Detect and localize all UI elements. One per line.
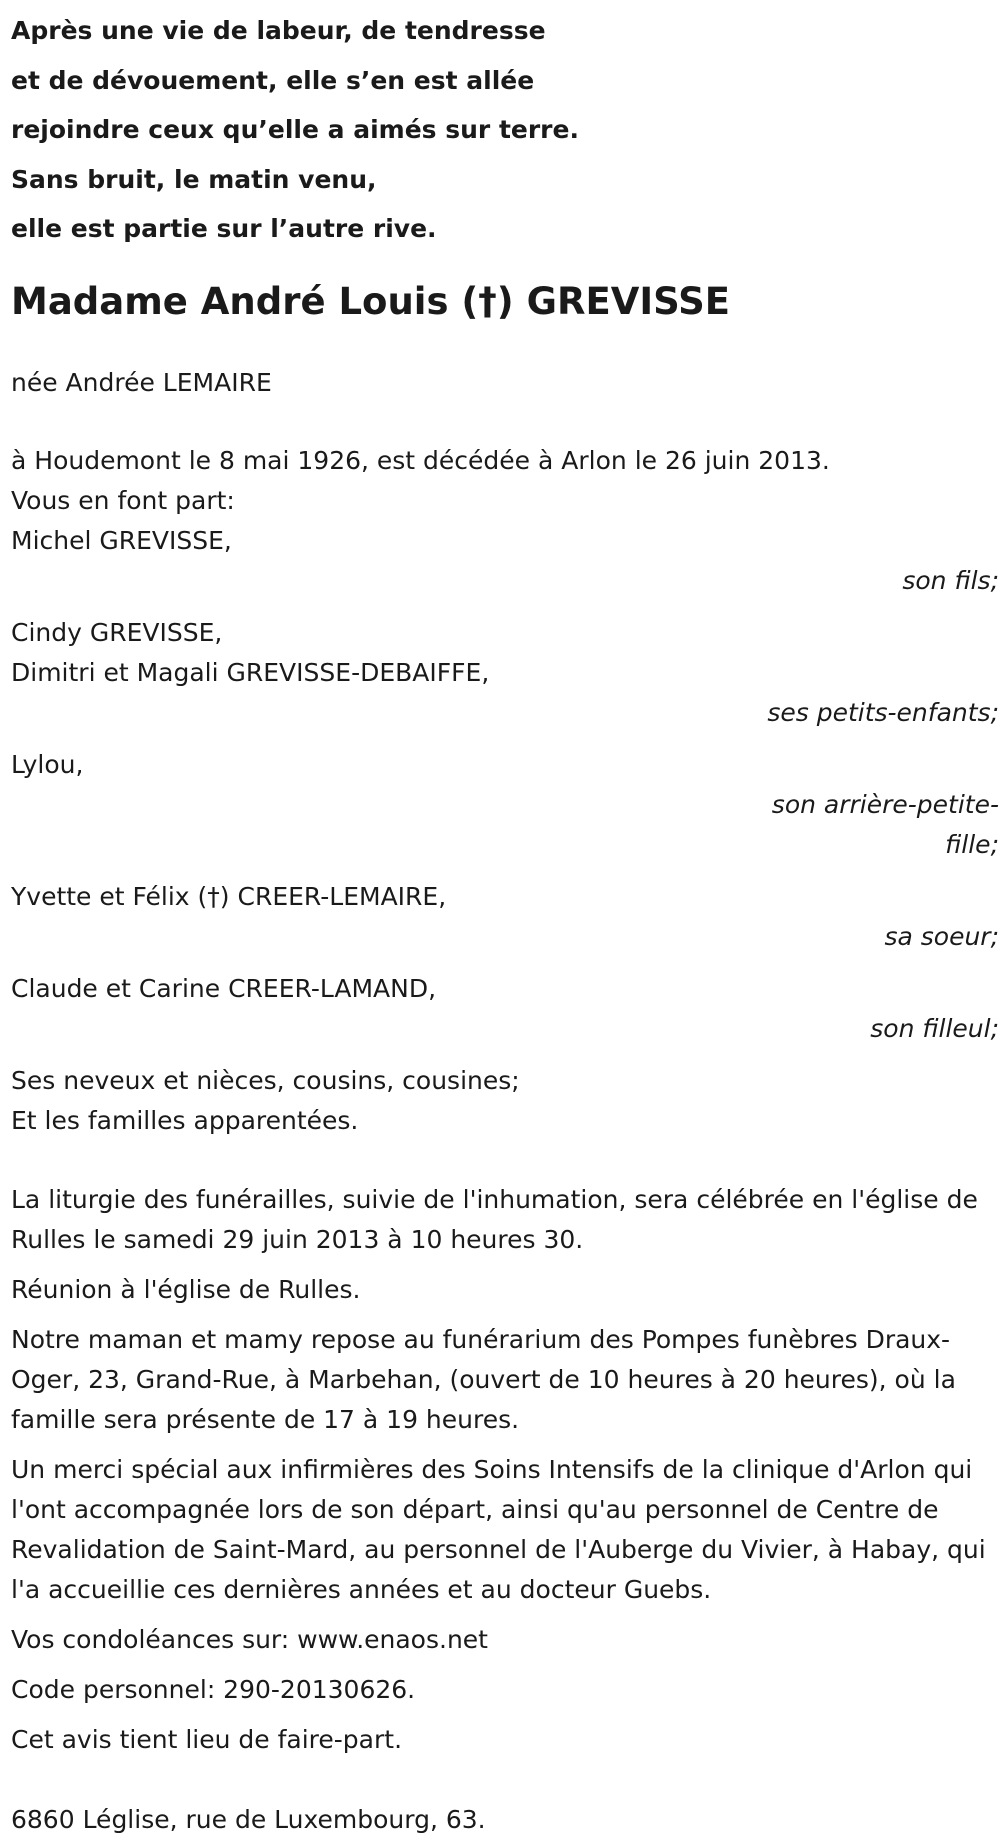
relation-label: son fils; — [902, 565, 999, 595]
liturgy-text: La liturgie des funérailles, suivie de l'inhumation, sera célébrée en l'église de Rulles le samedi 29 juin 2013 à 10 heures 30. — [11, 1184, 978, 1254]
poem-line: rejoindre ceux qu’elle a aimés sur terre. — [11, 115, 579, 144]
other-relatives — [11, 1061, 999, 1141]
family-address: 6860 Léglise, rue de Luxembourg, 63. — [11, 1804, 486, 1834]
opening-poem — [11, 0, 999, 254]
relation-label: son filleul; — [870, 1013, 999, 1043]
notice-text: Cet avis tient lieu de faire-part. — [11, 1724, 403, 1754]
announcer-name: Dimitri et Magali GREVISSE-DEBAIFFE, — [11, 657, 490, 687]
other-relatives-line: Ses neveux et nièces, cousins, cousines; — [11, 1065, 520, 1095]
birth-death-line: à Houdemont le 8 mai 1926, est décédée à Arlon le 26 juin 2013. — [11, 445, 830, 475]
announcer-group — [11, 877, 999, 957]
announcer-group — [11, 613, 999, 733]
announcers-intro: Vous en font part: — [11, 485, 235, 515]
other-relatives-line: Et les familles apparentées. — [11, 1105, 359, 1135]
poem-line: et de dévouement, elle s’en est allée — [11, 65, 535, 95]
announcer-group — [11, 521, 999, 601]
poem-line: Sans bruit, le matin venu, — [11, 164, 377, 194]
funerarium-text: Notre maman et mamy repose au funérarium des Pompes funèbres Draux-Oger, 23, Grand-Rue, à Marbehan, (ouvert de 10 heures à 20 heures), où la famille sera présente de 17 à 19 heures. — [11, 1324, 956, 1434]
deceased-name: Madame André Louis (†) GREVISSE — [11, 279, 731, 323]
relation-label: ses petits-enfants; — [767, 697, 999, 727]
relation-label: son arrière-petite-fille; — [771, 789, 999, 859]
poem-line: Après une vie de labeur, de tendresse — [11, 16, 546, 45]
thanks-text: Un merci spécial aux infirmières des Soins Intensifs de la clinique d'Arlon qui l'ont accompagnée lors de son départ, ainsi qu'au personnel de Centre de Revalidation de Saint-Mard, au personnel de l'Auberge du Vivier, à Habay, qui l'a accueillie ces dernières années et au docteur Guebs. — [11, 1454, 986, 1604]
condolences-text: Vos condoléances sur: www.enaos.net — [11, 1624, 488, 1654]
announcer-group — [11, 745, 999, 865]
announcer-name: Cindy GREVISSE, — [11, 617, 223, 647]
announcer-name: Michel GREVISSE, — [11, 525, 232, 555]
announcer-name: Lylou, — [11, 749, 84, 779]
obituary-content — [11, 0, 999, 1840]
relation-label: sa soeur; — [884, 921, 999, 951]
announcers-list — [11, 521, 999, 1141]
meeting-text: Réunion à l'église de Rulles. — [11, 1274, 361, 1304]
announcer-group — [11, 969, 999, 1049]
maiden-name: née Andrée LEMAIRE — [11, 367, 272, 397]
personal-code: Code personnel: 290-20130626. — [11, 1674, 416, 1704]
poem-line: elle est partie sur l’autre rive. — [11, 214, 437, 243]
announcer-name: Claude et Carine CREER-LAMAND, — [11, 973, 437, 1003]
announcer-name: Yvette et Félix (†) CREER-LEMAIRE, — [11, 881, 447, 911]
